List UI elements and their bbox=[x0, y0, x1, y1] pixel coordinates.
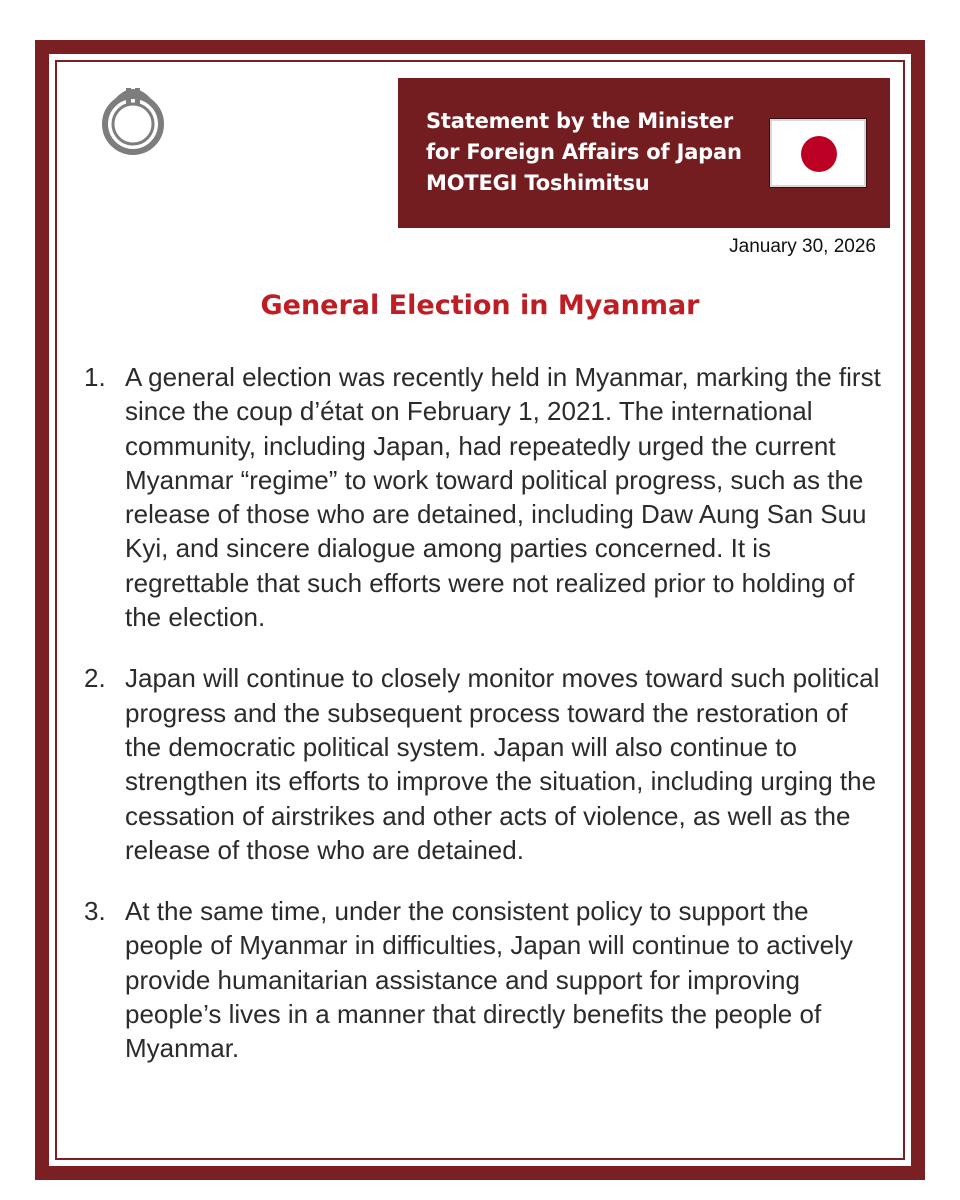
page-title: General Election in Myanmar bbox=[260, 290, 700, 321]
item-number: 3. bbox=[84, 896, 106, 927]
japan-flag-icon bbox=[770, 119, 866, 187]
item-text: A general election was recently held in Myanmar, marking the first since the coup d’état on February 1, 2021. The international community, including Japan, had repeatedly urged the current Myanmar “regime” to work toward political progress, such as the release of those who are detained, including Daw Aung San Suu Kyi, and sincere dialogue among parties concerned. It is regrettable that such efforts were not realized prior to holding of the election. bbox=[125, 362, 881, 633]
item-number: 1. bbox=[84, 362, 106, 392]
list-item bbox=[84, 360, 884, 634]
item-number: 2. bbox=[84, 663, 106, 694]
heading-line-2: for Foreign Affairs of Japan bbox=[426, 140, 742, 164]
item-text: At the same time, under the consistent policy to support the people of Myanmar in difficulties, Japan will continue to actively provide humanitarian assistance and support for improving people’s lives in a manner that directly benefits the people of Myanmar. bbox=[125, 896, 853, 1064]
list-item bbox=[84, 894, 884, 1065]
heading-line-1: Statement by the Minister bbox=[426, 109, 733, 133]
statement-header bbox=[398, 78, 890, 228]
flag-sun-disc bbox=[801, 136, 837, 172]
item-text: Japan will continue to closely monitor moves toward such political progress and the subsequent process toward the restoration of the democratic political system. Japan will also continue to strengthen its efforts to improve the situation, including urging the cessation of airstrikes and other acts of violence, as well as the release of those who are detained. bbox=[125, 663, 880, 865]
statement-heading bbox=[426, 106, 766, 199]
statement-list bbox=[84, 360, 884, 1093]
government-seal-icon bbox=[98, 86, 168, 156]
list-item bbox=[84, 661, 884, 867]
heading-line-3: MOTEGI Toshimitsu bbox=[426, 171, 650, 195]
statement-date: January 30, 2026 bbox=[729, 236, 876, 257]
